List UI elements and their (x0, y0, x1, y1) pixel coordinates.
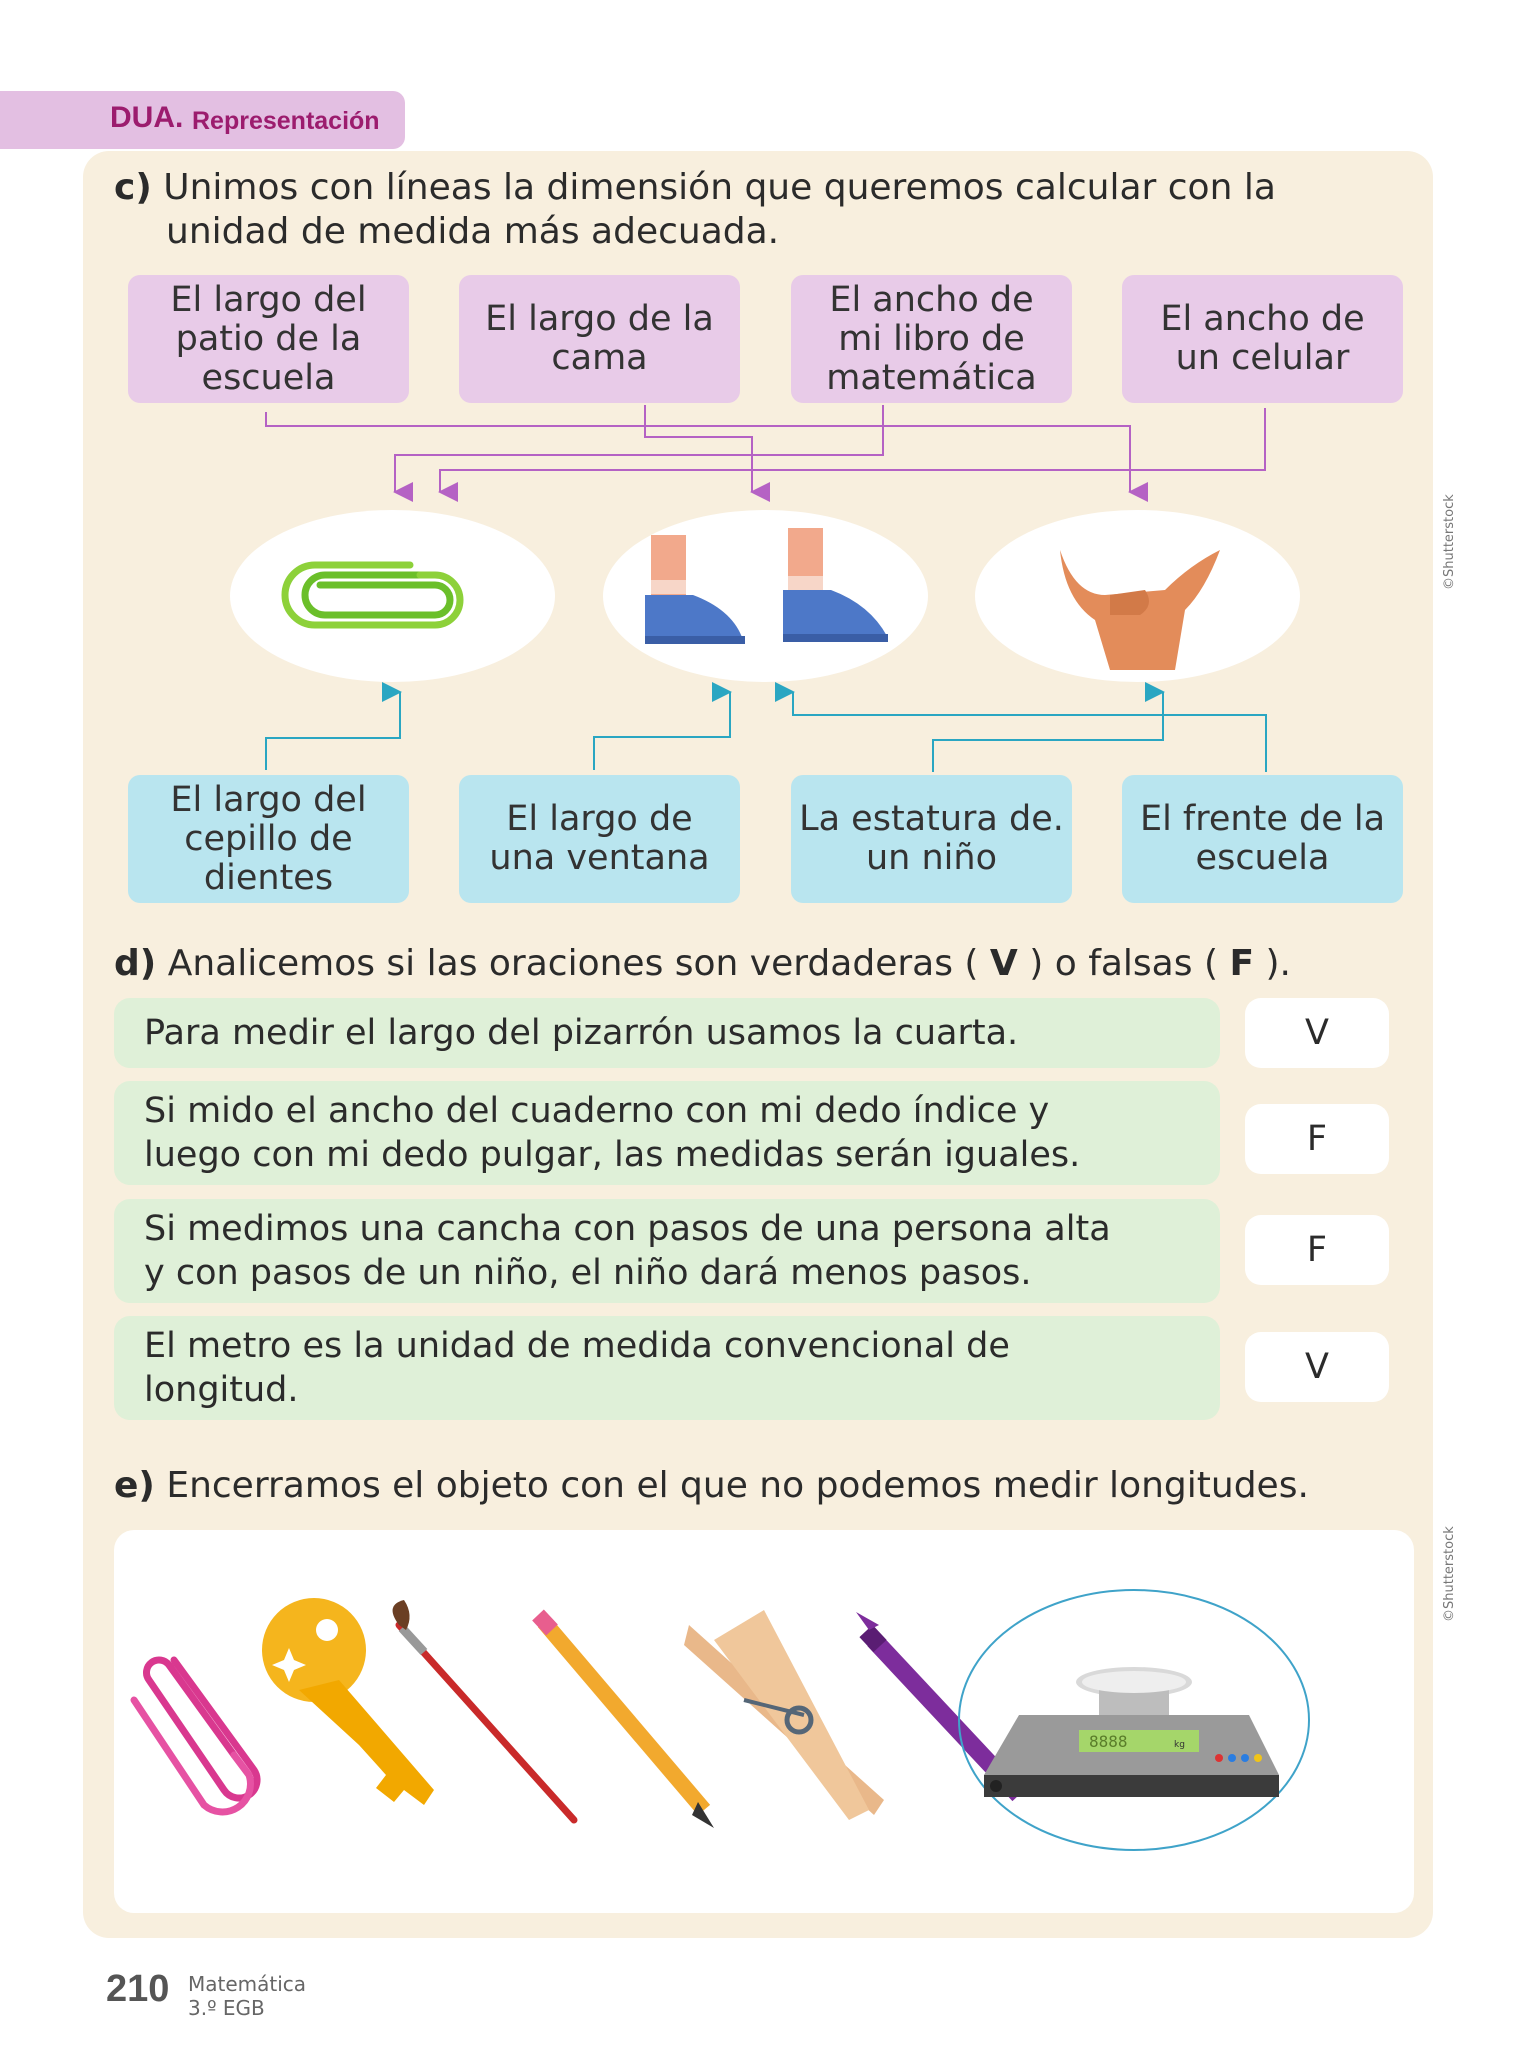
statement-3: Si medimos una cancha con pasos de una persona alta y con pasos de un niño, el niño dará menos pasos. (114, 1199, 1220, 1303)
dimension-box-celular[interactable]: El ancho de un celular (1122, 275, 1403, 403)
dimension-box-cepillo[interactable]: El largo del cepillo de dientes (128, 775, 409, 903)
section-c-letter: c) (114, 167, 152, 208)
dimension-box-ventana[interactable]: El largo de una ventana (459, 775, 740, 903)
v-label: V (989, 943, 1018, 984)
answer-box-4[interactable]: V (1245, 1332, 1389, 1402)
answer-box-1[interactable]: V (1245, 998, 1389, 1068)
credit-1: ©Shutterstock (1442, 494, 1457, 590)
hand-span-icon (975, 510, 1300, 682)
unit-oval-steps (603, 510, 928, 682)
dimension-box-libro[interactable]: El ancho de mi libro de matemática (791, 275, 1072, 403)
page-number: 210 (106, 1968, 170, 2010)
instruction-pre: Analicemos si las oraciones son verdaderas ( (167, 943, 979, 984)
paperclip-icon[interactable] (134, 1660, 257, 1812)
unit-oval-clip (230, 510, 555, 682)
dua-label: DUA. (110, 101, 184, 134)
paperclip-icon (230, 510, 555, 682)
section-d-letter: d) (114, 943, 157, 984)
section-e-instruction (114, 1464, 1309, 1508)
subject-info (188, 1972, 306, 2020)
answer-box-2[interactable]: F (1245, 1104, 1389, 1174)
scale-icon[interactable] (984, 1667, 1279, 1797)
section-e-letter: e) (114, 1465, 155, 1506)
f-label: F (1229, 943, 1255, 984)
dua-subtitle: Representación (192, 107, 380, 135)
instruction-post: ). (1265, 943, 1291, 984)
section-d-instruction (114, 942, 1291, 986)
statement-1: Para medir el largo del pizarrón usamos la cuarta. (114, 998, 1220, 1068)
scale-display: 8888 (1089, 1732, 1128, 1751)
statement-4: El metro es la unidad de medida convencional de longitud. (114, 1316, 1220, 1420)
unit-oval-hand (975, 510, 1300, 682)
objects-illustration (114, 1530, 1414, 1913)
instruction-mid: ) o falsas ( (1029, 943, 1218, 984)
subject-name: Matemática (188, 1972, 307, 1996)
answer-box-3[interactable]: F (1245, 1215, 1389, 1285)
dimension-box-frente[interactable]: El frente de la escuela (1122, 775, 1403, 903)
section-e-text: Encerramos el objeto con el que no podemos medir longitudes. (166, 1465, 1309, 1506)
dimension-box-estatura[interactable]: La estatura de. un niño (791, 775, 1072, 903)
section-c-line1: Unimos con líneas la dimensión que queremos calcular con la (163, 167, 1276, 208)
credit-2: ©Shutterstock (1442, 1526, 1457, 1622)
section-c-line2: unidad de medida más adecuada. (166, 211, 780, 252)
dimension-box-cama[interactable]: El largo de la cama (459, 275, 740, 403)
scale-unit: kg (1174, 1740, 1185, 1750)
clothespin-icon[interactable] (684, 1610, 884, 1820)
statement-2: Si mido el ancho del cuaderno con mi dedo índice y luego con mi dedo pulgar, las medidas serán iguales. (114, 1081, 1220, 1185)
dimension-box-patio[interactable]: El largo del patio de la escuela (128, 275, 409, 403)
grade: 3.º EGB (188, 1996, 265, 2020)
objects-area (114, 1530, 1414, 1913)
feet-steps-icon (603, 510, 928, 682)
